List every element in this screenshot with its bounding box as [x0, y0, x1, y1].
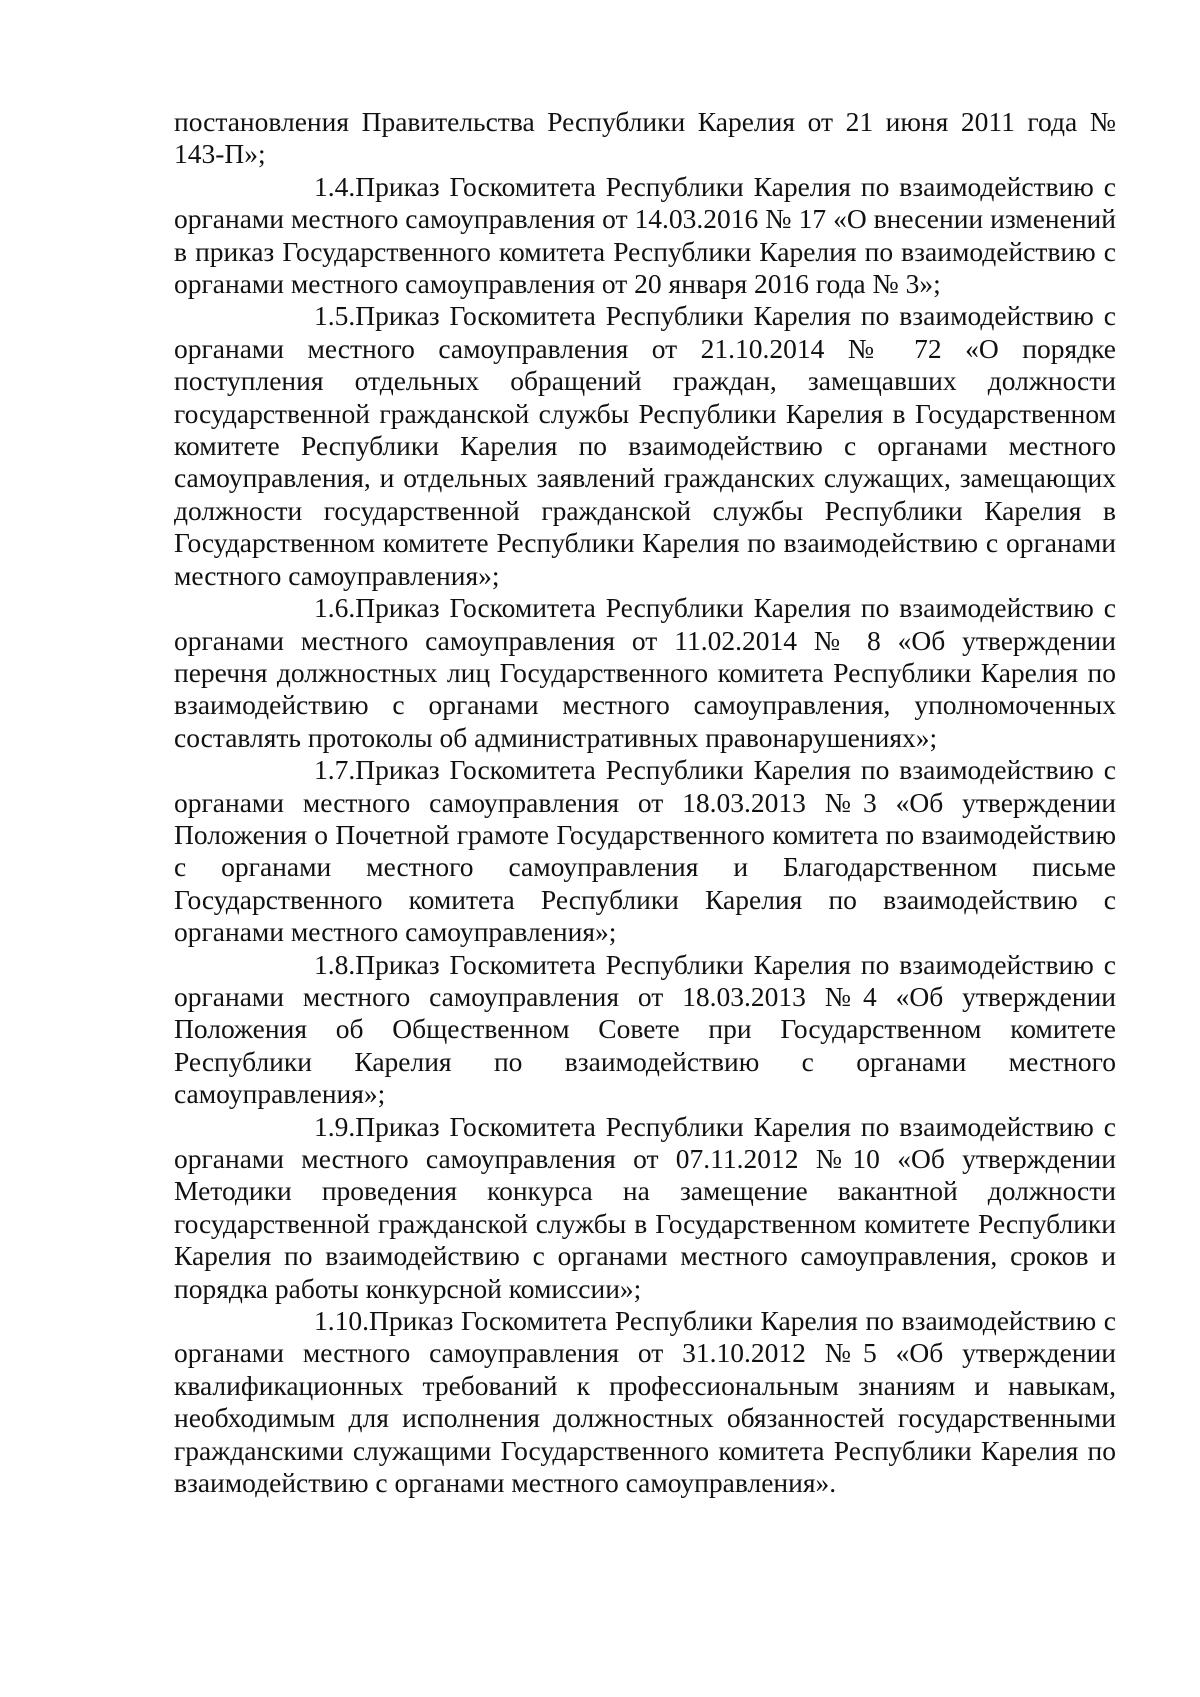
intro-text: постановления Правительства Республики Карелия от 21 июня 2011 года № 143-П»; — [174, 106, 1116, 170]
list-item-1-5 — [174, 300, 1116, 592]
list-item-1-10 — [174, 1305, 1116, 1499]
list-item-1-7 — [174, 754, 1116, 948]
item-number: 1.7. — [314, 754, 356, 786]
list-item-1-4 — [174, 171, 1116, 301]
item-number: 1.4. — [314, 170, 356, 202]
item-text: Приказ Госкомитета Республики Карелия по взаимодействию с органами местного самоуправления от 18.03.2013 №4 «Об утверждении Положения об Общественном Совете при Государственном комитете Республики Карелия по взаимодействию с органами местного самоуправления»; — [174, 948, 1116, 1110]
list-item-1-6 — [174, 592, 1116, 754]
item-text: Приказ Госкомитета Республики Карелия по взаимодействию с органами местного самоуправления от 31.10.2012 №5 «Об утверждении квалификационных требований к профессиональным знаниям и навыкам, необходимым для исполнения должностных обязанностей государственными гражданскими служащими Государственного комитета Республики Карелия по взаимодействию с органами местного самоуправления». — [174, 1305, 1116, 1499]
intro-paragraph — [174, 106, 1116, 171]
item-number: 1.10. — [314, 1305, 369, 1337]
item-number: 1.5. — [314, 300, 356, 332]
list-item-1-8 — [174, 949, 1116, 1111]
item-text: Приказ Госкомитета Республики Карелия по взаимодействию с органами местного самоуправления от 14.03.2016 № 17 «О внесении изменений в приказ Государственного комитета Республики Карелия по взаимодействию с органами местного самоуправления от 20 января 2016 года № 3»; — [174, 170, 1116, 300]
item-text: Приказ Госкомитета Республики Карелия по взаимодействию с органами местного самоуправления от 07.11.2012 №10 «Об утверждении Методики проведения конкурса на замещение вакантной должности государственной гражданской службы в Государственном комитете Республики Карелия по взаимодействию с органами местного самоуправления, сроков и порядка работы конкурсной комиссии»; — [174, 1110, 1116, 1304]
item-text: Приказ Госкомитета Республики Карелия по взаимодействию с органами местного самоуправления от 21.10.2014 № 72 «О порядке поступления отдельных обращений граждан, замещавших должности государственной гражданской службы Республики Карелия в Государственном комитете Республики Карелия по взаимодействию с органами местного самоуправления, и отдельных заявлений гражданских служащих, замещающих должности государственной гражданской службы Республики Карелия в Государственном комитете Республики Карелия по взаимодействию с органами местного самоуправления»; — [174, 300, 1116, 591]
item-text: Приказ Госкомитета Республики Карелия по взаимодействию с органами местного самоуправления от 11.02.2014 № 8 «Об утверждении перечня должностных лиц Государственного комитета Республики Карелия по взаимодействию с органами местного самоуправления, уполномоченных составлять протоколы об административных правонарушениях»; — [174, 592, 1116, 753]
item-number: 1.6. — [314, 592, 356, 624]
item-number: 1.8. — [314, 948, 356, 980]
item-number: 1.9. — [314, 1110, 356, 1142]
list-item-1-9 — [174, 1111, 1116, 1305]
document-page — [174, 106, 1116, 1499]
item-text: Приказ Госкомитета Республики Карелия по взаимодействию с органами местного самоуправления от 18.03.2013 №3 «Об утверждении Положения о Почетной грамоте Государственного комитета по взаимодействию с органами местного самоуправления и Благодарственном письме Государственного комитета Республики Карелия по взаимодействию с органами местного самоуправления»; — [174, 754, 1116, 948]
